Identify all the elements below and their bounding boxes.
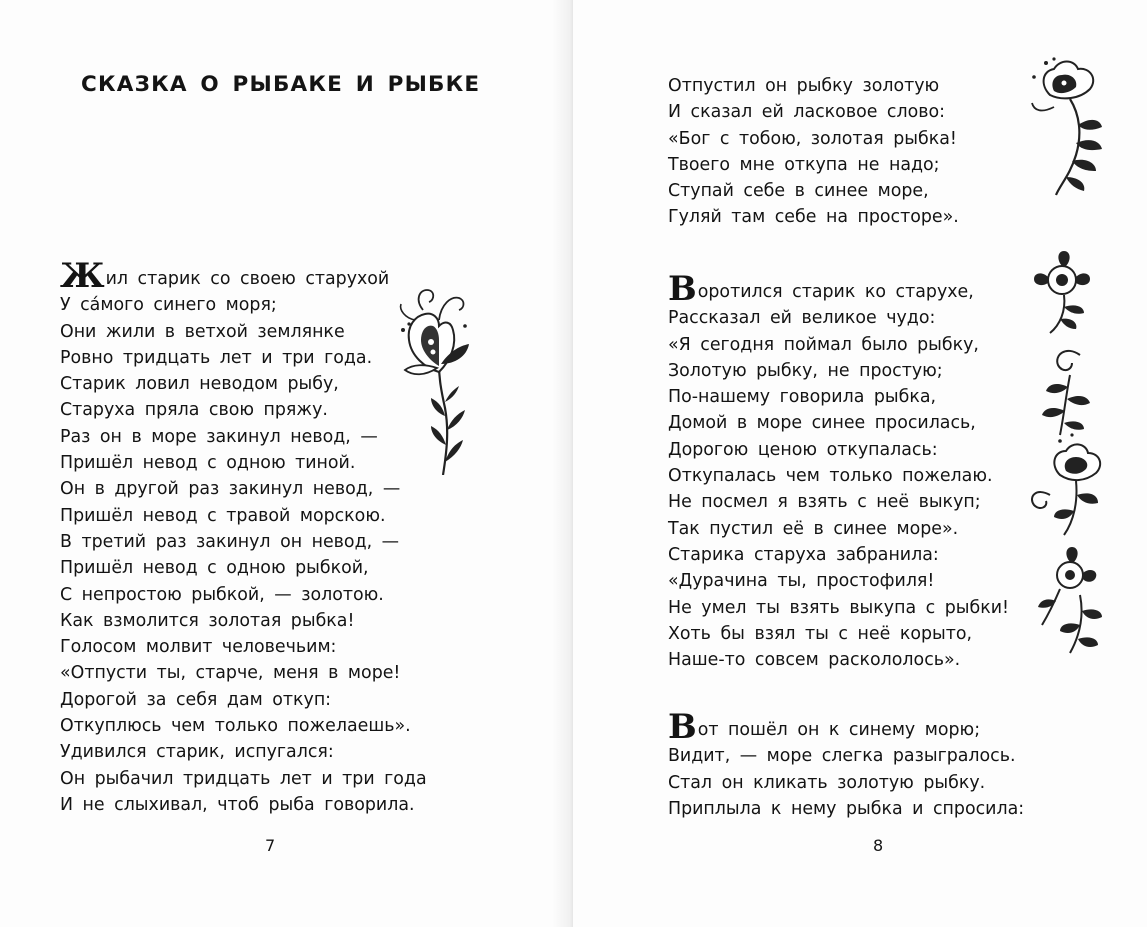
verse-line: Гуляй там себе на просторе». xyxy=(668,207,959,228)
drop-cap: В xyxy=(668,269,697,309)
floral-ornament-icon xyxy=(395,280,475,475)
verse-line: Не посмел я взять с неё выкуп; xyxy=(668,492,981,513)
verse-line: Старика старуха забранила: xyxy=(668,544,939,565)
verse-line: Они жили в ветхой землянке xyxy=(60,321,345,342)
verse-line: Голосом молвит человечьим: xyxy=(60,637,337,658)
verse-line: Не умел ты взять выкупа с рыбки! xyxy=(668,597,1010,618)
verse-line: Удивился старик, испугался: xyxy=(60,742,334,763)
verse-line: Золотую рыбку, не простую; xyxy=(668,360,943,381)
verse-line: Ступай себе в синее море, xyxy=(668,181,929,202)
verse-line xyxy=(668,707,1024,747)
drop-cap: Ж xyxy=(60,256,105,296)
verse-line: Отпустил он рыбку золотую xyxy=(668,76,940,96)
verse-line: Старик ловил неводом рыбу, xyxy=(60,374,339,395)
verse-line-text: ил старик со своею старухой xyxy=(105,269,390,289)
left-page xyxy=(0,0,573,927)
verse-line: Пришёл невод с травой морскою. xyxy=(60,505,386,526)
page-number: 8 xyxy=(873,836,884,855)
verse-line: Рассказал ей великое чудо: xyxy=(668,308,936,329)
verse-line: С непростою рыбкой, — золотою. xyxy=(60,584,384,605)
verse-line: Стал он кликать золотую рыбку. xyxy=(668,772,986,793)
verse-line xyxy=(60,256,427,296)
verse-line: «Отпусти ты, старче, меня в море! xyxy=(60,663,401,684)
stanza-3 xyxy=(668,269,1010,673)
verse-line: Ровно тридцать лет и три года. xyxy=(60,347,373,368)
verse-line: У са́мого синего моря; xyxy=(60,295,277,316)
verse-line: Твоего мне откупа не надо; xyxy=(668,154,940,175)
verse-line: Наше-то совсем раскололось». xyxy=(668,650,961,671)
page-number: 7 xyxy=(265,836,276,855)
verse-line: Как взмолится золотая рыбка! xyxy=(60,610,355,631)
verse-line-text: оротился старик ко старухе, xyxy=(697,282,974,302)
verse-line: «Я сегодня поймал было рыбку, xyxy=(668,334,979,355)
page-title: СКАЗКА О РЫБАКЕ И РЫБКЕ xyxy=(81,72,481,97)
verse-line: Домой в море синее просилась, xyxy=(668,413,976,434)
verse-line xyxy=(668,269,1009,309)
verse-line: «Дурачина ты, простофиля! xyxy=(668,571,935,592)
verse-line: Он в другой раз закинул невод, — xyxy=(60,479,401,500)
verse-line: Видит, — море слегка разыгралось. xyxy=(668,746,1016,767)
stanza-4 xyxy=(668,707,1025,822)
verse-line-text: от пошёл он к синему морю; xyxy=(697,720,981,740)
verse-line: Откуплюсь чем только пожелаешь». xyxy=(60,716,411,737)
verse-line: Пришёл невод с одною тиной. xyxy=(60,453,356,474)
verse-line: Пришёл невод с одною рыбкой, xyxy=(60,558,369,579)
drop-cap: В xyxy=(668,707,697,747)
verse-line: Приплыла к нему рыбка и спросила: xyxy=(668,798,1025,819)
verse-line: Дорогою ценою откупалась: xyxy=(668,439,938,460)
stanza-2 xyxy=(668,73,959,231)
verse-line: В третий раз закинул он невод, — xyxy=(60,531,400,552)
verse-line: По-нашему говорила рыбка, xyxy=(668,387,937,408)
verse-line: «Бог с тобою, золотая рыбка! xyxy=(668,128,957,149)
verse-line: Откупалась чем только пожелаю. xyxy=(668,466,993,487)
verse-line: Так пустил её в синее море». xyxy=(668,518,959,539)
verse-line: И не слыхивал, чтоб рыба говорила. xyxy=(60,794,415,815)
verse-line: Старуха пряла свою пряжу. xyxy=(60,400,328,421)
verse-line: Дорогой за себя дам откуп: xyxy=(60,689,332,710)
stanza-1 xyxy=(60,256,427,818)
floral-vine-ornament-icon xyxy=(1020,55,1115,655)
verse-line: Он рыбачил тридцать лет и три года xyxy=(60,768,427,789)
verse-line: И сказал ей ласковое слово: xyxy=(668,102,945,123)
verse-line: Хоть бы взял ты с неё корыто, xyxy=(668,623,973,644)
verse-line: Раз он в море закинул невод, — xyxy=(60,426,378,447)
